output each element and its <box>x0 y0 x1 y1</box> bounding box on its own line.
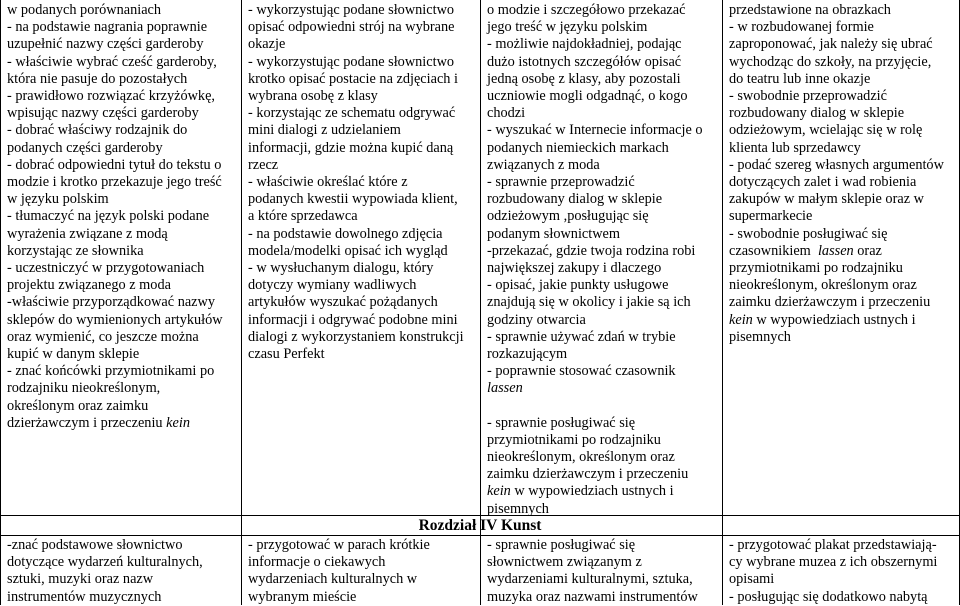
cell-line: kupić w danym sklepie <box>7 346 140 363</box>
cell-line: wybrana osobę z klasy <box>248 88 378 105</box>
cell-line: - swobodnie posługiwać się <box>729 225 888 242</box>
cell-text: czasownikiem <box>729 242 811 259</box>
cell-line: największej zakupy i dlaczego <box>487 260 662 277</box>
table-cell-col4 <box>726 2 959 346</box>
cell-line: artykułów wyszukać pożądanych <box>248 294 438 311</box>
cell-line: przymiotnikami po rodzajniku <box>729 260 903 277</box>
cell-line: podanych części garderoby <box>7 139 163 156</box>
cell-line: sztuki, muzyki oraz nazw <box>7 571 154 588</box>
cell-line: informacji i odgrywać podobne mini <box>248 311 458 328</box>
row-divider-heading <box>0 535 960 536</box>
cell-line <box>487 483 718 500</box>
cell-line-italic: lassen <box>487 380 523 397</box>
cell-line: krotko opisać postacie na zdjęciach i <box>248 70 458 87</box>
cell-line: sklepów do wymienionych artykułów <box>7 311 223 328</box>
cell-line: jedną osobę z klasy, aby pozostali <box>487 70 681 87</box>
cell-line: muzyka oraz nazwami instrumentów <box>487 588 698 605</box>
cell-line: odzieżowym, wcielając się w rolę <box>729 122 923 139</box>
cell-line: - właściwie wybrać cześć garderoby, <box>7 53 217 70</box>
cell-line: przymiotnikami po rodzajniku <box>487 431 661 448</box>
cell-line: -właściwie przyporządkować nazwy <box>7 294 216 311</box>
cell-line: która nie pasuje do pozostałych <box>7 70 188 87</box>
cell-line: - uczestniczyć w przygotowaniach <box>7 260 205 277</box>
cell-line: modela/modelki opisać ich wygląd <box>248 242 448 259</box>
cell-line <box>729 243 956 260</box>
cell-line: w języku polskim <box>7 191 109 208</box>
cell-line: rozkazującym <box>487 346 568 363</box>
cell-text: w wypowiedziach ustnych i <box>756 311 916 328</box>
cell-line: uczniowie mogli odgadnąć, o kogo <box>487 88 688 105</box>
cell-line: - korzystając ze schematu odgrywać <box>248 105 456 122</box>
cell-line <box>729 312 956 329</box>
cell-line: - sprawnie używać zdań w trybie <box>487 328 676 345</box>
cell-line: dotyczy wymiany wadliwych <box>248 277 417 294</box>
cell-line: korzystając ze słownika <box>7 242 144 259</box>
cell-line: - możliwie najdokładniej, podając <box>487 36 682 53</box>
bottom-cell-col2 <box>245 537 479 606</box>
cell-line: mini dialogi z udzielaniem <box>248 122 401 139</box>
cell-line: - wyszukać w Internecie informacje o <box>487 122 703 139</box>
cell-line: rozbudowany dialog w sklepie <box>729 105 905 122</box>
cell-line: rzecz <box>248 156 279 173</box>
cell-line: instrumentów muzycznych <box>7 588 162 605</box>
cell-line: - sprawnie przeprowadzić <box>487 174 635 191</box>
cell-line: - tłumaczyć na język polski podane <box>7 208 210 225</box>
cell-text: w wypowiedziach ustnych i <box>514 483 674 500</box>
bottom-cell-col4 <box>726 537 959 606</box>
cell-line: dotyczące wydarzeń kulturalnych, <box>7 554 203 571</box>
cell-line: - poprawnie stosować czasownik <box>487 363 676 380</box>
cell-line: chodzi <box>487 105 526 122</box>
cell-line: - w wysłuchanym dialogu, który <box>248 260 434 277</box>
cell-line: modzie i krotko przekazuje jego treść <box>7 174 222 191</box>
table-cell-col3 <box>484 2 721 518</box>
cell-line: opisać odpowiedni strój na wybrane <box>248 19 455 36</box>
cell-line: informacji, gdzie można kupić daną <box>248 139 454 156</box>
cell-line: a które sprzedawca <box>248 208 358 225</box>
cell-line: - znać końcówki przymiotnikami po <box>7 363 215 380</box>
cell-line: supermarkecie <box>729 208 813 225</box>
cell-line: rozbudowany dialog w sklepie <box>487 191 663 208</box>
cell-line: - sprawnie posługiwać się <box>487 414 636 431</box>
cell-line: w podanych porównaniach <box>7 2 162 18</box>
cell-line: - dobrać właściwy rodzajnik do <box>7 122 188 139</box>
cell-line: dotyczących zalet i wad robienia <box>729 174 917 191</box>
row-divider-top-section <box>0 515 960 516</box>
cell-line: - na podstawie nagrania poprawnie <box>7 19 208 36</box>
cell-line: - posługując się dodatkowo nabytą <box>729 588 928 605</box>
cell-line: zaimku dzierżawczym i przeczeniu <box>729 294 931 311</box>
cell-line: o modzie i szczegółowo przekazać <box>487 2 686 18</box>
cell-text-italic: kein <box>166 414 190 431</box>
cell-text: oraz <box>857 242 882 259</box>
cell-line: odzieżowym ,posługując się <box>487 208 649 225</box>
cell-line: podanym słownictwem <box>487 225 621 242</box>
table-cell-col1 <box>4 2 240 432</box>
cell-line: projektu związanego z moda <box>7 277 171 294</box>
cell-line: znajdują się w okolicy i jakie są ich <box>487 294 691 311</box>
bottom-cell-col3 <box>484 537 721 606</box>
cell-line: - na podstawie dowolnego zdjęcia <box>248 225 443 242</box>
cell-line: - przygotować w parach krótkie <box>248 537 430 553</box>
cell-line: - wykorzystując podane słownictwo <box>248 2 455 18</box>
cell-line: -znać podstawowe słownictwo <box>7 537 183 553</box>
paragraph-gap <box>487 398 718 415</box>
cell-line: zaimku dzierżawczym i przeczeniu <box>487 466 689 483</box>
cell-line: - prawidłowo rozwiązać krzyżówkę, <box>7 88 216 105</box>
cell-line: nieokreślonym, określonym oraz <box>487 449 675 466</box>
cell-line: godziny otwarcia <box>487 311 586 328</box>
cell-line: - sprawnie posługiwać się <box>487 537 636 553</box>
cell-line: wychodząc do szkoły, na przyjęcie, <box>729 53 932 70</box>
cell-line: dużo istotnych szczegółów opisać <box>487 53 682 70</box>
cell-line: informacje o ciekawych <box>248 554 386 571</box>
cell-line: - właściwie określać które z <box>248 174 408 191</box>
cell-line: zakupów w małym sklepie oraz w <box>729 191 924 208</box>
cell-line: wydarzeniami kulturalnymi, sztuka, <box>487 571 693 588</box>
cell-line: jego treść w języku polskim <box>487 19 648 36</box>
cell-line: zaproponować, jak należy się ubrać <box>729 36 933 53</box>
cell-line: dialogi z wykorzystaniem konstrukcji <box>248 328 464 345</box>
cell-line: klienta lub sprzedawcy <box>729 139 861 156</box>
cell-line: słownictwem związanym z <box>487 554 642 571</box>
cell-line: - w rozbudowanej formie <box>729 19 874 36</box>
cell-line: uzupełnić nazwy części garderoby <box>7 36 204 53</box>
cell-line: podanych kwestii wypowiada klient, <box>248 191 458 208</box>
cell-line: nieokreślonym, określonym oraz <box>729 277 917 294</box>
cell-line: oraz wymienić, co jeszcze można <box>7 328 199 345</box>
table-cell-col2 <box>245 2 479 363</box>
cell-line: czasu Perfekt <box>248 346 325 363</box>
cell-line: wyrażenia związane z modą <box>7 225 168 242</box>
cell-line <box>7 415 237 432</box>
cell-line: wybranym mieście <box>248 588 357 605</box>
cell-line: -przekazać, gdzie twoja rodzina robi <box>487 242 696 259</box>
cell-line: cy wybrane muzea z ich obszernymi <box>729 554 938 571</box>
cell-line: - opisać, jakie punkty usługowe <box>487 277 669 294</box>
cell-line: określonym oraz zaimku <box>7 397 149 414</box>
section-heading: Rozdział IV Kunst <box>418 517 542 534</box>
cell-line: - swobodnie przeprowadzić <box>729 88 887 105</box>
cell-line: wpisując nazwy części garderoby <box>7 105 199 122</box>
cell-line: podanych niemieckich markach <box>487 139 669 156</box>
cell-line: - wykorzystując podane słownictwo <box>248 53 455 70</box>
cell-line: rodzajniku nieokreślonym, <box>7 380 161 397</box>
cell-line: do teatru lub inne okazje <box>729 70 871 87</box>
cell-text-italic: lassen <box>817 242 854 259</box>
cell-line: pisemnych <box>487 500 549 517</box>
cell-line: wydarzeniach kulturalnych w <box>248 571 418 588</box>
cell-line: - dobrać odpowiedni tytuł do tekstu o <box>7 156 222 173</box>
cell-text-italic: kein <box>729 311 753 328</box>
cell-line: - podać szereg własnych argumentów <box>729 156 944 173</box>
bottom-cell-col1 <box>4 537 240 606</box>
cell-line: związanych z moda <box>487 156 600 173</box>
cell-line: pisemnych <box>729 328 791 345</box>
cell-line: przedstawione na obrazkach <box>729 2 891 18</box>
cell-text-italic: kein <box>487 483 511 500</box>
cell-line: - przygotować plakat przedstawiają- <box>729 537 937 553</box>
cell-line: opisami <box>729 571 775 588</box>
cell-line: okazje <box>248 36 286 53</box>
cell-text: dzierżawczym i przeczeniu <box>7 414 163 431</box>
